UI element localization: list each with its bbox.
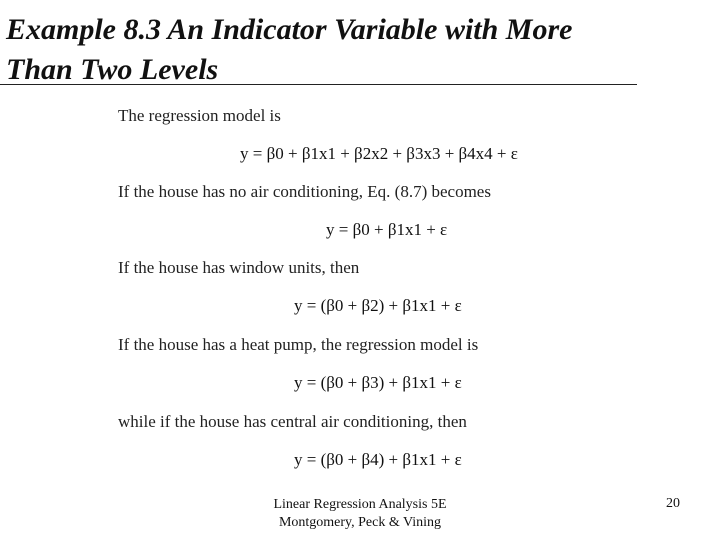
- title-divider: [0, 84, 637, 85]
- equation-full-model: y = β0 + β1x1 + β2x2 + β3x3 + β4x4 + ε: [240, 144, 518, 163]
- footer-book-title: Linear Regression Analysis 5E: [273, 497, 447, 512]
- text-central-air: while if the house has central air conditioning, then: [118, 412, 467, 431]
- text-window-units: If the house has window units, then: [118, 258, 360, 277]
- equation-window-units: y = (β0 + β2) + β1x1 + ε: [294, 296, 462, 315]
- text-no-air-conditioning: If the house has no air conditioning, Eq. (8.7) becomes: [118, 182, 491, 201]
- footer-citation: [260, 496, 460, 532]
- equation-no-air-conditioning: y = β0 + β1x1 + ε: [326, 220, 448, 239]
- page-number: 20: [666, 496, 680, 511]
- equation-central-air: y = (β0 + β4) + β1x1 + ε: [294, 450, 462, 469]
- text-heat-pump: If the house has a heat pump, the regression model is: [118, 335, 479, 354]
- slide-title: Example 8.3 An Indicator Variable with More Than Two Levels: [6, 13, 573, 86]
- equation-heat-pump: y = (β0 + β3) + β1x1 + ε: [294, 373, 462, 392]
- footer-authors: Montgomery, Peck & Vining: [278, 515, 442, 530]
- intro-text: The regression model is: [118, 106, 281, 125]
